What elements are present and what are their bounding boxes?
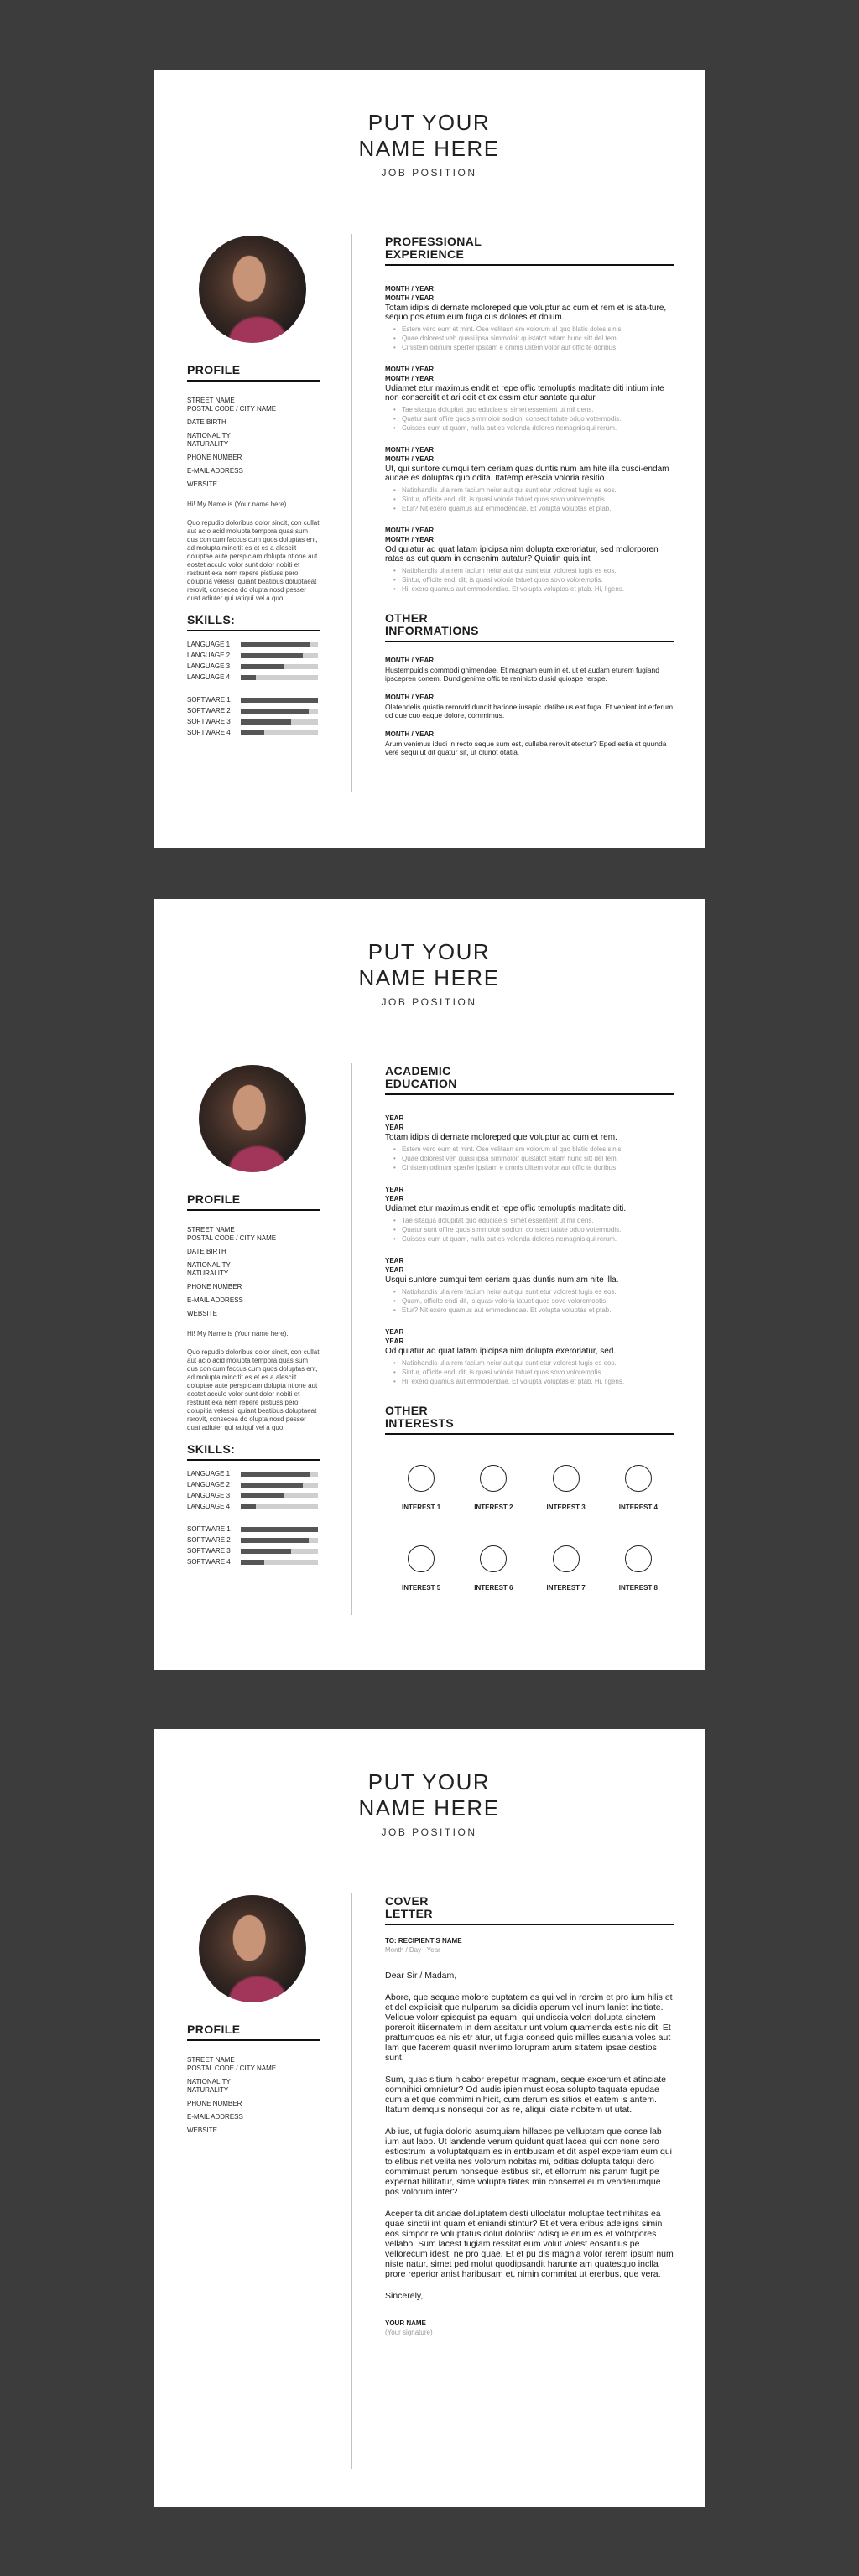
other-info-heading: OTHER INFORMATIONS xyxy=(385,612,674,642)
sign-off: Sincerely, xyxy=(385,2291,424,2301)
contact-info xyxy=(187,2056,320,2135)
education-entry: YEAR YEAR Totam idipis di dernate moloreped que voluptur ac cum et rem. • Estem vero eum et mint. Ose velitasn em volorum ul quo blatis doles sinis. • Quae dolorest veh quasi ipsa simmoloir quistatot ertam hunc sitt del tem. • Cinistem odinum sperfer ipsitam e omnis ulitem volor aut offic te doribus. xyxy=(385,1114,674,1172)
street-name: STREET NAME xyxy=(187,2056,235,2064)
cover-letter-heading: COVER LETTER xyxy=(385,1895,674,1925)
signature-placeholder: (Your signature) xyxy=(385,2329,433,2336)
postal-code: POSTAL CODE / CITY NAME xyxy=(187,405,277,413)
header xyxy=(154,939,705,1008)
website: WEBSITE xyxy=(187,2127,218,2134)
salutation: Dear Sir / Madam, xyxy=(385,1971,457,1981)
skill-row: LANGUAGE 1 xyxy=(187,1468,320,1479)
interests-grid xyxy=(385,1465,674,1594)
interest-item: INTEREST 4 xyxy=(602,1465,674,1514)
skill-row: SOFTWARE 1 xyxy=(187,1524,320,1535)
about-paragraph: Quo repudio doloribus dolor sincit, con cullat aut acio acid molupta tempora quas sum dus con cum faccus cum quos doluptas ent, ad molupta mincitit es et es a alesciit doluptae aute perspiciam dolupta ntione aut eostet acculo volor sunt dolor nobiti et restrunt exa nem repere pistiuss pero dolupitia velessi iquiant beatibus doluptaeat rerovit, consecea do olupta nosd pesser quat adiuter qui ratiquí vel a quo. xyxy=(187,519,320,602)
contact-info xyxy=(187,397,320,489)
letter-paragraph: Aceperita dit andae doluptatem desti ulloclatur moluptae tectinihitas ea quae sinctii int quam et eniandi stintur? Et et vera eribus adeligns simin eos simpor re voluptatus dolut doloriist odisque erum es et volorpores vellabo. Sum lacest fugiam ressitat eum volut volest eosantius pe vellorecum idest, ne pro quae. Et et pu dis magnia volor rerem ipsum num niste natur, simet ped molut quodipsandit harunte am quatesquo inclla prore reperior anist haribusam et, nimin commitat ut ererbus, que vera. xyxy=(385,2209,674,2279)
skill-row: LANGUAGE 3 xyxy=(187,1490,320,1501)
naturality: NATURALITY xyxy=(187,1270,229,1277)
postal-code: POSTAL CODE / CITY NAME xyxy=(187,2064,277,2072)
interest-circle-icon xyxy=(480,1545,507,1572)
interest-circle-icon xyxy=(553,1545,580,1572)
interest-circle-icon xyxy=(625,1465,652,1492)
profile-heading: PROFILE xyxy=(187,1192,320,1211)
education-heading: ACADEMIC EDUCATION xyxy=(385,1065,674,1095)
profile-heading: PROFILE xyxy=(187,363,320,382)
skills-heading: SKILLS: xyxy=(187,1442,320,1461)
interest-item: INTEREST 7 xyxy=(530,1545,602,1594)
profile-heading: PROFILE xyxy=(187,2023,320,2041)
street-name: STREET NAME xyxy=(187,1226,235,1233)
phone-number: PHONE NUMBER xyxy=(187,1283,242,1291)
education-entry: YEAR YEAR Od quiatur ad quat latam ipicipsa nim dolupta exeroriatur, sed. • Natiohandis ulla rem facium neiur aut qui sunt etur volorest fugis es eos. • Sintur, officite endi dit, is quasi voloria tatuet quos sovo voloremptis. • Hil exero quamus aut emmodendae. Et volupta voluptas et ptab. Hi, ligens. xyxy=(385,1327,674,1386)
nationality: NATIONALITY xyxy=(187,1261,231,1269)
greeting: Hi! My Name is (Your name here). xyxy=(187,501,289,508)
skill-bar-fill xyxy=(241,1549,291,1554)
greeting: Hi! My Name is (Your name here). xyxy=(187,1330,289,1337)
name-line-1: PUT YOUR xyxy=(367,939,491,964)
job-position: JOB POSITION xyxy=(381,996,477,1008)
name-line-2: NAME HERE xyxy=(358,965,500,990)
right-column xyxy=(385,1065,674,1594)
skill-row: LANGUAGE 4 xyxy=(187,1501,320,1512)
email-address: E-MAIL ADDRESS xyxy=(187,467,243,475)
resume-page-1 xyxy=(154,70,705,848)
education-entry: YEAR YEAR Usqui suntore cumqui tem ceriam quas duntis num am hite illa. • Natiohandis ulla rem facium neiur aut qui sunt etur volorest fugis es eos. • Quam, officite endi dit, is quasi voloria tatuet quos sovo voloremoptis. • Etur? Nit exero quamus aut emmodendae. Et volupta voluptas et ptab. xyxy=(385,1256,674,1315)
interest-item: INTEREST 3 xyxy=(530,1465,602,1514)
profile-photo xyxy=(199,236,306,343)
skill-row: LANGUAGE 4 xyxy=(187,672,320,683)
signer-name: YOUR NAME xyxy=(385,2319,426,2327)
left-column xyxy=(187,1192,320,1567)
other-info-entry: MONTH / YEAR Hustempuidis commodi gnimendae. Et magnam eum in et, ut et audam eturem fugiand ipscepren conem. Dundigenime offic te renihicto dusid quiospe rerspe. xyxy=(385,657,659,683)
interest-item: INTEREST 6 xyxy=(457,1545,529,1594)
job-position: JOB POSITION xyxy=(381,1826,477,1838)
phone-number: PHONE NUMBER xyxy=(187,2100,242,2107)
header xyxy=(154,1769,705,1838)
letter-date: Month / Day , Year xyxy=(385,1946,440,1954)
letter-paragraph: Sum, quas sitium hicabor erepetur magnam, seque excerum et atinciate comnihici omnietur? Od audis ipienimust eosa solupto taquata epudae cum a et que commimi nihicit, cum derum es sitios et eatem is antem. Itatum demquis nonsequi cor as re, aliqui iciate nobitem ut utat. xyxy=(385,2075,667,2115)
skill-bar-fill xyxy=(241,664,284,669)
interest-circle-icon xyxy=(408,1465,435,1492)
skill-row: LANGUAGE 3 xyxy=(187,661,320,672)
skill-bar-fill xyxy=(241,1483,303,1488)
website: WEBSITE xyxy=(187,1310,218,1317)
phone-number: PHONE NUMBER xyxy=(187,454,242,461)
about-text xyxy=(187,1330,320,1432)
skill-row: SOFTWARE 1 xyxy=(187,694,320,705)
experience-heading: PROFESSIONAL EXPERIENCE xyxy=(385,236,674,266)
experience-entry: MONTH / YEAR MONTH / YEAR Ut, qui suntore cumqui tem ceriam quas duntis num am hite illa cusci-endam audae es doluptas quo odita. Itatemp erescia voloria resitio • Natiohandis ulla rem facium neiur aut qui sunt etur volorest fugis es eos. • Sintur, officite endi dit, is quasi voloria tatuet quos sovo voloremoptis. • Etur? Nit exero quamus aut emmodendae. Et volupta voluptas et ptab. xyxy=(385,445,674,513)
skill-row: SOFTWARE 3 xyxy=(187,716,320,727)
skill-bar-fill xyxy=(241,730,264,735)
skill-bar-fill xyxy=(241,642,310,647)
interest-circle-icon xyxy=(625,1545,652,1572)
name-line-2: NAME HERE xyxy=(358,1795,500,1820)
skill-row: SOFTWARE 2 xyxy=(187,1535,320,1545)
recipient-name: TO: RECIPIENT'S NAME xyxy=(385,1937,462,1945)
skill-bar-fill xyxy=(241,1527,318,1532)
skill-bar-fill xyxy=(241,1560,264,1565)
resume-page-2 xyxy=(154,899,705,1670)
website: WEBSITE xyxy=(187,480,218,488)
skill-row: LANGUAGE 1 xyxy=(187,639,320,650)
naturality: NATURALITY xyxy=(187,2086,229,2094)
interest-item: INTEREST 2 xyxy=(457,1465,529,1514)
experience-entry: MONTH / YEAR MONTH / YEAR Od quiatur ad quat latam ipicipsa nim dolupta exeroriatur, sed molorporen ratas as cut quam in consenim autatur? Quiatin quia int • Natiohandis ulla rem facium neiur aut qui sunt etur volorest fugis es eos. • Sintur, officite endi dit, is quasi voloria tatuet quos sovo voloremptis. • Hil exero quamus aut emmodendae. Et volupta voluptas et ptab. Hi, ligens. xyxy=(385,526,674,594)
email-address: E-MAIL ADDRESS xyxy=(187,2113,243,2121)
left-column xyxy=(187,363,320,738)
interest-circle-icon xyxy=(553,1465,580,1492)
skill-row: SOFTWARE 4 xyxy=(187,727,320,738)
divider-line xyxy=(351,234,352,792)
nationality: NATIONALITY xyxy=(187,2078,231,2085)
profile-photo xyxy=(199,1065,306,1172)
header xyxy=(154,110,705,179)
street-name: STREET NAME xyxy=(187,397,235,404)
date-birth: DATE BIRTH xyxy=(187,1248,226,1255)
cover-letter xyxy=(385,1895,674,2336)
profile-photo xyxy=(199,1895,306,2002)
letter-paragraph: Ab ius, ut fugia dolorio asumquiam hillaces pe velluptam que conse lab ium aut labo. Ut landende verum quidunt quat lacea qui con none sero estiostrum la voluptatquam es in entibusam et dit aspel experiam eum qui to elibus net velita nes volorum nobitas mi, oditias dolupta tatqui dero commimust perum nonseque estibus sit, et ellorrum nis parum fugit pe expernat hillitatur, sime volupta tiates min conserrel eum venderumque pos volorum inter? xyxy=(385,2127,673,2197)
job-position: JOB POSITION xyxy=(381,167,477,179)
skill-row: SOFTWARE 3 xyxy=(187,1545,320,1556)
skill-row: SOFTWARE 4 xyxy=(187,1556,320,1567)
skill-bar-fill xyxy=(241,1538,309,1543)
other-info-entry: MONTH / YEAR Olatendelis quiatia rerorvid dundit harione iusapic idatibeius eat fuga. Et venient int erferum od que cuo eaque dolore, commimus. xyxy=(385,693,674,719)
divider-line xyxy=(351,1063,352,1615)
experience-entry: MONTH / YEAR MONTH / YEAR Udiamet etur maximus endit et repe offic temoluptis maditate diti intium inte non consercitit et ari odit et ex essim etur santate quiatur • Tae sitaqua dolupitat quo educiae si simet essentent ut mil dens. • Quatur sunt offire quos simmoloir sodion, consect tatute oduo votermodis. • Cuisses eum ut quam, nulla aut es velenda dolores nemagnisiqui rerum. xyxy=(385,365,674,433)
name-line-1: PUT YOUR xyxy=(367,110,491,135)
interest-item: INTEREST 5 xyxy=(385,1545,457,1594)
letter-paragraph: Abore, que sequae molore cuptatem es qui vel in rercim et pro ium hilis et et del explicisit que nulparum sa dicidis aperum vel inum laniet incitiate. Velique volorr spisquist pa equam, qui undiscia volori dolupta sinctem poreroit itiisernatem in dem assitatur unt volum quamenda estis nis dit. Et prattumquos ea nis etr atur, ut fugia consed quis millles susania voles aut lam que facerem quasit nveriimo lorupram arum sitatem ipsae destios sunt. xyxy=(385,1992,673,2063)
skill-bar-fill xyxy=(241,1472,310,1477)
interest-circle-icon xyxy=(408,1545,435,1572)
interest-item: INTEREST 8 xyxy=(602,1545,674,1594)
interests-heading: OTHER INTERESTS xyxy=(385,1405,674,1435)
nationality: NATIONALITY xyxy=(187,432,231,439)
interest-item: INTEREST 1 xyxy=(385,1465,457,1514)
skill-bar-fill xyxy=(241,675,256,680)
interest-circle-icon xyxy=(480,1465,507,1492)
about-text xyxy=(187,501,320,603)
postal-code: POSTAL CODE / CITY NAME xyxy=(187,1234,277,1242)
skill-bar-fill xyxy=(241,719,291,724)
right-column xyxy=(385,236,674,766)
skill-row: LANGUAGE 2 xyxy=(187,1479,320,1490)
skills-heading: SKILLS: xyxy=(187,613,320,631)
naturality: NATURALITY xyxy=(187,440,229,448)
about-paragraph: Quo repudio doloribus dolor sincit, con cullat aut acio acid molupta tempora quas sum dus con cum faccus cum quos doluptas ent, ad molupta mincitit es et es a alesciit doluptae aute perspiciam dolupta ntione aut eostet acculo volor sunt dolor nobiti et restrunt exa nem repere pistiuss pero dolupitia velessi iquiant beatibus doluptaeat rerovit, consecea do olupta nosd pesser quat adiuter qui ratiquí vel a quo. xyxy=(187,1348,320,1431)
skill-bar-fill xyxy=(241,1493,284,1498)
divider-line xyxy=(351,1893,352,2469)
cover-letter-page xyxy=(154,1729,705,2507)
experience-entry: MONTH / YEAR MONTH / YEAR Totam idipis di dernate moloreped que voluptur ac cum et rem et is ata-ture, sequo pos etum eum fuga cus dolores et dolum. • Estem vero eum et mint. Ose velitasn em volorum ul quo blatis doles sinis. • Quae dolorest veh quasi ipsa simmoloir quistatot ertam hunc sitt del tem. • Cinistem odinum sperfer ipsitam e omnis ulitem volor aut offic te doribus. xyxy=(385,284,674,352)
skill-bar-fill xyxy=(241,653,303,658)
name-line-2: NAME HERE xyxy=(358,136,500,161)
email-address: E-MAIL ADDRESS xyxy=(187,1296,243,1304)
contact-info xyxy=(187,1226,320,1318)
education-entry: YEAR YEAR Udiamet etur maximus endit et repe offic temoluptis maditate diti. • Tae sitaqua dolupitat quo educiae si simet essentent ut mil dens. • Quatur sunt offire quos simmoloir sodion, consect tatute oduo votermodis. • Cuisses eum ut quam, nulla aut es velenda dolores nemagnisiqui rerum. xyxy=(385,1185,674,1244)
left-column xyxy=(187,2023,320,2140)
skill-row: LANGUAGE 2 xyxy=(187,650,320,661)
date-birth: DATE BIRTH xyxy=(187,418,226,426)
skill-row: SOFTWARE 2 xyxy=(187,705,320,716)
other-info-entry: MONTH / YEAR Arum venimus iduci in recto seque sum est, cullaba rerovit etectur? Eped estia et quunda vere sequi ut dit quatur sit, ut oluriot otatia. xyxy=(385,730,667,756)
skill-bar-fill xyxy=(241,709,309,714)
skill-bar-fill xyxy=(241,698,318,703)
name-line-1: PUT YOUR xyxy=(367,1769,491,1794)
skill-bar-fill xyxy=(241,1504,256,1509)
